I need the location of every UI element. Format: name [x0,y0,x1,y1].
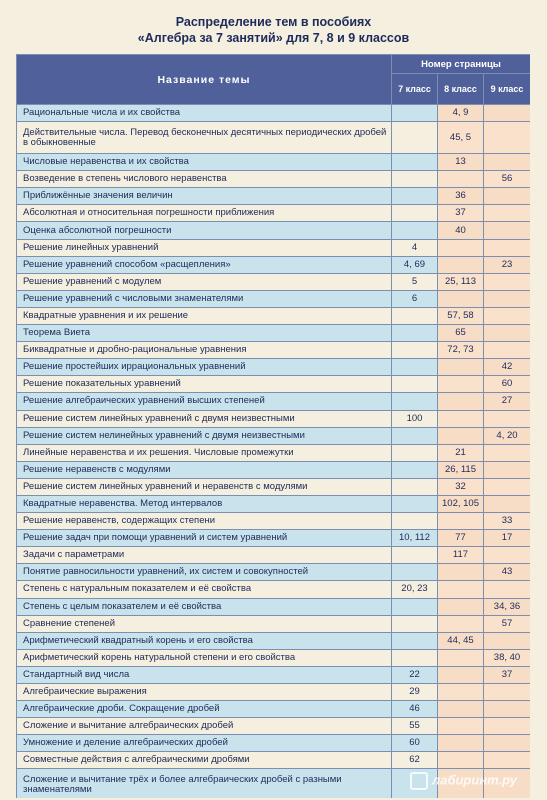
page-cell-grade-7: 10, 112 [392,530,438,547]
table-row [17,105,531,122]
page-cell-grade-9: 27 [484,393,531,410]
topic-name-cell: Решение систем нелинейных уравнений с двумя неизвестными [17,427,392,444]
watermark [410,772,517,790]
page-cell-grade-8 [438,256,484,273]
page-cell-grade-7 [392,461,438,478]
table-row [17,495,531,512]
page-cell-grade-8: 4, 9 [438,105,484,122]
table-row [17,684,531,701]
topic-name-cell: Степень с натуральным показателем и её свойства [17,581,392,598]
page-cell-grade-7: 55 [392,718,438,735]
topic-name-cell: Теорема Виета [17,325,392,342]
page-cell-grade-7 [392,342,438,359]
topic-name-cell: Решение алгебраических уравнений высших степеней [17,393,392,410]
page-cell-grade-8 [438,701,484,718]
title-line-2: «Алгебра за 7 занятий» для 7, 8 и 9 классов [137,31,410,45]
topic-name-cell: Арифметический квадратный корень и его свойства [17,632,392,649]
topic-name-cell: Решение показательных уравнений [17,376,392,393]
page-cell-grade-9 [484,290,531,307]
topic-name-cell: Оценка абсолютной погрешности [17,222,392,239]
page-cell-grade-8 [438,752,484,769]
topic-name-cell: Рациональные числа и их свойства [17,105,392,122]
page-cell-grade-7 [392,427,438,444]
page-cell-grade-8 [438,615,484,632]
table-row [17,666,531,683]
page-cell-grade-7: 4, 69 [392,256,438,273]
topic-name-cell: Линейные неравенства и их решения. Числовые промежутки [17,444,392,461]
header-grade-8: 8 класс [438,74,484,105]
table-row [17,718,531,735]
page-cell-grade-7: 20, 23 [392,581,438,598]
page-cell-grade-7: 62 [392,752,438,769]
topic-name-cell: Решение неравенств с модулями [17,461,392,478]
page-cell-grade-8: 37 [438,205,484,222]
table-row [17,598,531,615]
table-row [17,307,531,324]
topic-name-cell: Арифметический корень натуральной степени и его свойства [17,649,392,666]
page-cell-grade-7 [392,154,438,171]
page-cell-grade-8: 21 [438,444,484,461]
page-cell-grade-7 [392,495,438,512]
page-cell-grade-7: 5 [392,273,438,290]
page-cell-grade-7 [392,632,438,649]
page-cell-grade-8: 117 [438,547,484,564]
page-cell-grade-9 [484,307,531,324]
topic-name-cell: Решение задач при помощи уравнений и систем уравнений [17,530,392,547]
page-cell-grade-9 [484,735,531,752]
page-cell-grade-7 [392,649,438,666]
page-cell-grade-9 [484,632,531,649]
table-row [17,205,531,222]
table-row [17,513,531,530]
page-cell-grade-8: 26, 115 [438,461,484,478]
topic-name-cell: Решение простейших иррациональных уравнений [17,359,392,376]
table-row [17,530,531,547]
page-cell-grade-7 [392,122,438,154]
page-cell-grade-8 [438,410,484,427]
watermark-text: лабиринт.ру [432,772,517,788]
page-cell-grade-8: 13 [438,154,484,171]
topic-name-cell: Сложение и вычитание трёх и более алгебраических дробей с разными знаменателями [17,769,392,798]
header-grade-7: 7 класс [392,74,438,105]
page-cell-grade-8 [438,239,484,256]
topic-name-cell: Решение линейных уравнений [17,239,392,256]
page-cell-grade-8: 57, 58 [438,307,484,324]
page-cell-grade-7 [392,513,438,530]
page-cell-grade-9: 34, 36 [484,598,531,615]
page-cell-grade-7: 60 [392,735,438,752]
page-cell-grade-9: 17 [484,530,531,547]
table-row [17,122,531,154]
table-row [17,188,531,205]
topics-table-container [16,54,530,798]
labirint-logo-icon [410,772,428,790]
page-cell-grade-9: 38, 40 [484,649,531,666]
table-row [17,735,531,752]
page-cell-grade-9: 37 [484,666,531,683]
table-row [17,325,531,342]
topic-name-cell: Алгебраические дроби. Сокращение дробей [17,701,392,718]
page-cell-grade-8 [438,513,484,530]
page-cell-grade-9: 33 [484,513,531,530]
table-row [17,376,531,393]
page-cell-grade-7 [392,444,438,461]
table-row [17,393,531,410]
page-cell-grade-7 [392,325,438,342]
table-row [17,444,531,461]
page-cell-grade-9 [484,718,531,735]
page-cell-grade-9 [484,444,531,461]
header-grade-9: 9 класс [484,74,531,105]
table-row [17,342,531,359]
page-cell-grade-7 [392,105,438,122]
page-cell-grade-9 [484,205,531,222]
table-row [17,632,531,649]
page-cell-grade-8 [438,735,484,752]
page-cell-grade-8: 77 [438,530,484,547]
page-cell-grade-9 [484,547,531,564]
page-cell-grade-7: 4 [392,239,438,256]
page-cell-grade-7 [392,393,438,410]
page-cell-grade-9: 23 [484,256,531,273]
page-cell-grade-9 [484,342,531,359]
topic-name-cell: Решение систем линейных уравнений с двумя неизвестными [17,410,392,427]
page-cell-grade-8: 44, 45 [438,632,484,649]
table-row [17,564,531,581]
page-cell-grade-8: 36 [438,188,484,205]
page-cell-grade-7 [392,359,438,376]
topic-name-cell: Совместные действия с алгебраическими дробями [17,752,392,769]
page-cell-grade-9: 60 [484,376,531,393]
table-row [17,461,531,478]
page-cell-grade-7: 22 [392,666,438,683]
page-cell-grade-7 [392,478,438,495]
page-cell-grade-8: 45, 5 [438,122,484,154]
page-cell-grade-7: 46 [392,701,438,718]
topic-name-cell: Решение систем линейных уравнений и неравенств с модулями [17,478,392,495]
page-cell-grade-9 [484,495,531,512]
table-row [17,615,531,632]
table-row [17,154,531,171]
page-cell-grade-7 [392,222,438,239]
page-cell-grade-7: 6 [392,290,438,307]
table-row [17,290,531,307]
page-cell-grade-9 [484,478,531,495]
page-cell-grade-9 [484,325,531,342]
topics-table [16,54,530,798]
page-cell-grade-8 [438,427,484,444]
topic-name-cell: Решение уравнений с числовыми знаменателями [17,290,392,307]
page-title [0,14,547,46]
topic-name-cell: Сравнение степеней [17,615,392,632]
topic-name-cell: Алгебраические выражения [17,684,392,701]
page-cell-grade-8 [438,581,484,598]
page-cell-grade-8 [438,376,484,393]
table-row [17,171,531,188]
table-row [17,427,531,444]
page-cell-grade-9: 57 [484,615,531,632]
table-row [17,222,531,239]
table-row [17,478,531,495]
page-cell-grade-7 [392,564,438,581]
page-cell-grade-8 [438,718,484,735]
table-row [17,256,531,273]
table-row [17,581,531,598]
page-cell-grade-7 [392,188,438,205]
page-cell-grade-8: 32 [438,478,484,495]
page-cell-grade-9 [484,752,531,769]
page-cell-grade-9 [484,239,531,256]
topic-name-cell: Числовые неравенства и их свойства [17,154,392,171]
page-cell-grade-8: 25, 113 [438,273,484,290]
topic-name-cell: Понятие равносильности уравнений, их систем и совокупностей [17,564,392,581]
page-cell-grade-9 [484,410,531,427]
header-page-number: Номер страницы [392,55,531,74]
page-cell-grade-8: 72, 73 [438,342,484,359]
page-cell-grade-8 [438,564,484,581]
page-cell-grade-8 [438,649,484,666]
header-topic-name: Название темы [17,55,392,105]
page-cell-grade-8 [438,598,484,615]
page-cell-grade-9 [484,684,531,701]
page-cell-grade-9 [484,461,531,478]
page-cell-grade-7 [392,615,438,632]
page-cell-grade-9: 4, 20 [484,427,531,444]
page-cell-grade-9 [484,154,531,171]
topic-name-cell: Приближённые значения величин [17,188,392,205]
title-line-1: Распределение тем в пособиях [175,15,372,29]
topic-name-cell: Решение неравенств, содержащих степени [17,513,392,530]
page-cell-grade-9 [484,122,531,154]
page-cell-grade-7 [392,376,438,393]
page-cell-grade-9: 42 [484,359,531,376]
page-cell-grade-9 [484,701,531,718]
page-cell-grade-7: 100 [392,410,438,427]
topic-name-cell: Возведение в степень числового неравенства [17,171,392,188]
page-cell-grade-8 [438,359,484,376]
topic-name-cell: Стандартный вид числа [17,666,392,683]
topic-name-cell: Биквадратные и дробно-рациональные уравнения [17,342,392,359]
page-cell-grade-9 [484,273,531,290]
topic-name-cell: Квадратные уравнения и их решение [17,307,392,324]
topic-name-cell: Решение уравнений с модулем [17,273,392,290]
topic-name-cell: Абсолютная и относительная погрешности приближения [17,205,392,222]
topic-name-cell: Степень с целым показателем и её свойства [17,598,392,615]
page-cell-grade-9: 56 [484,171,531,188]
table-row [17,752,531,769]
page-cell-grade-7 [392,171,438,188]
table-row [17,701,531,718]
page-cell-grade-8 [438,393,484,410]
page-cell-grade-7 [392,598,438,615]
topic-name-cell: Сложение и вычитание алгебраических дробей [17,718,392,735]
page-cell-grade-7 [392,205,438,222]
topic-name-cell: Квадратные неравенства. Метод интервалов [17,495,392,512]
page-cell-grade-7 [392,307,438,324]
table-row [17,273,531,290]
page-cell-grade-9: 43 [484,564,531,581]
table-row [17,239,531,256]
page-cell-grade-9 [484,188,531,205]
page-cell-grade-8: 102, 105 [438,495,484,512]
table-row [17,410,531,427]
topic-name-cell: Действительные числа. Перевод бесконечных десятичных периодических дробей в обыкновенные [17,122,392,154]
page-cell-grade-7 [392,547,438,564]
table-row [17,359,531,376]
page-cell-grade-8 [438,684,484,701]
topic-name-cell: Задачи с параметрами [17,547,392,564]
page-cell-grade-8 [438,666,484,683]
table-row [17,649,531,666]
page-cell-grade-8 [438,171,484,188]
page-cell-grade-7: 29 [392,684,438,701]
topic-name-cell: Умножение и деление алгебраических дробей [17,735,392,752]
page-cell-grade-9 [484,105,531,122]
table-row [17,547,531,564]
page-cell-grade-8: 40 [438,222,484,239]
page-cell-grade-9 [484,581,531,598]
page-cell-grade-9 [484,222,531,239]
topic-name-cell: Решение уравнений способом «расщепления» [17,256,392,273]
page-cell-grade-8: 65 [438,325,484,342]
page-cell-grade-8 [438,290,484,307]
